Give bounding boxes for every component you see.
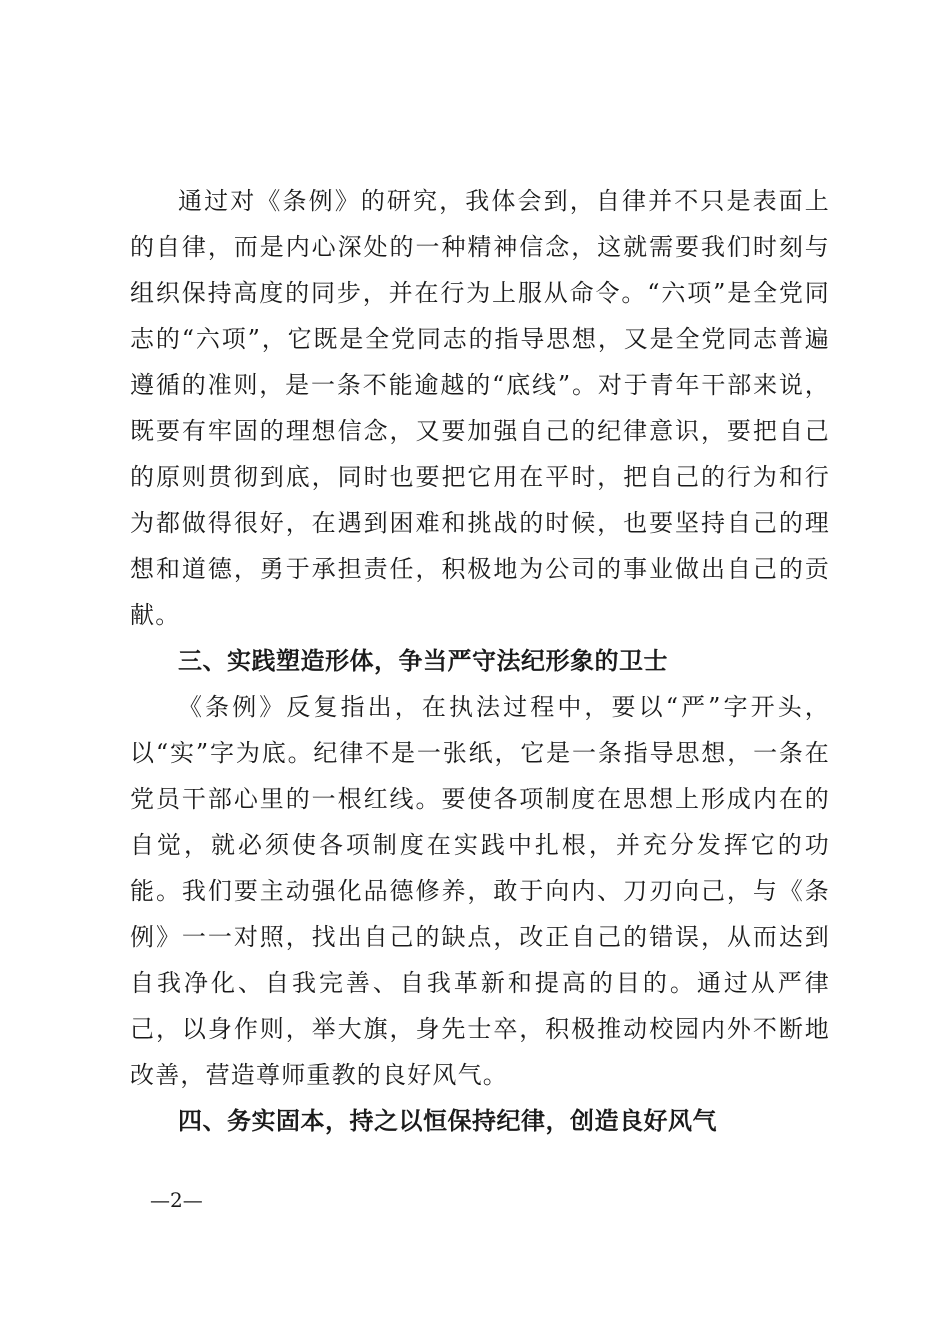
document-body (130, 178, 830, 1144)
section-heading: 三、实践塑造形体，争当严守法纪形象的卫士 (178, 647, 668, 675)
body-paragraph: 通过对《条例》的研究，我体会到，自律并不只是表面上的自律，而是内心深处的一种精神信念，这就需要我们时刻与组织保持高度的同步，并在行为上服从命令。“六项”是全党同志的“六项”，它既是全党同志的指导思想，又是全党同志普遍遵循的准则，是一条不能逾越的“底线”。对于青年干部来说，既要有牢固的理想信念，又要加强自己的纪律意识，要把自己的原则贯彻到底，同时也要把它用在平时，把自己的行为和行为都做得很好，在遇到困难和挑战的时候，也要坚持自己的理想和道德，勇于承担责任，积极地为公司的事业做出自己的贡献。 (130, 187, 830, 629)
page-number: —2— (150, 1188, 203, 1212)
section-heading: 四、务实固本，持之以恒保持纪律，创造良好风气 (178, 1107, 717, 1135)
body-paragraph: 《条例》反复指出，在执法过程中，要以“严”字开头，以“实”字为底。纪律不是一张纸，它是一条指导思想，一条在党员干部心里的一根红线。要使各项制度在思想上形成内在的自觉，就必须使各项制度在实践中扎根，并充分发挥它的功能。我们要主动强化品德修养，敢于向内、刀刃向己，与《条例》一一对照，找出自己的缺点，改正自己的错误，从而达到自我净化、自我完善、自我革新和提高的目的。通过从严律己，以身作则，举大旗，身先士卒，积极推动校园内外不断地改善，营造尊师重教的良好风气。 (130, 693, 830, 1089)
